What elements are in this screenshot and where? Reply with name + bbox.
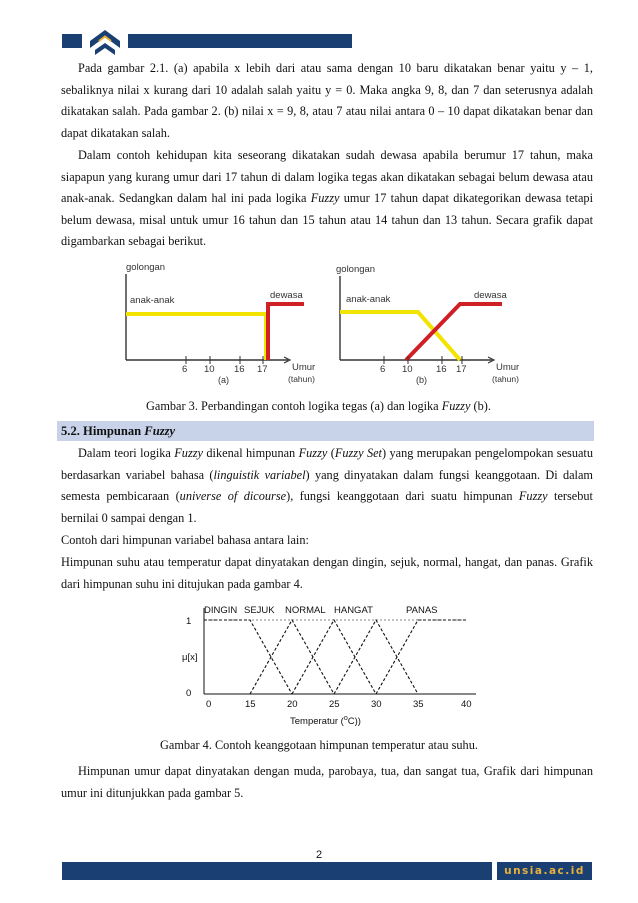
fig4-panas-line: [376, 620, 466, 694]
fig4-set-hangat: HANGAT: [334, 605, 373, 616]
fig3a-label-child: anak-anak: [130, 295, 175, 306]
paragraph-5: Himpunan suhu atau temperatur dapat dinyatakan dengan dingin, sejuk, normal, hangat, dan panas. Grafik dari himpunan suhu ini ditujukan pada gambar 4.: [61, 555, 593, 591]
fig4-set-sejuk: SEJUK: [244, 605, 275, 616]
fig3a-tag: (a): [218, 375, 229, 385]
fig3a-xlabel: Umur: [292, 362, 316, 373]
footer-site-link[interactable]: unsia.ac.id: [497, 862, 592, 880]
fig4-ytick-1: 1: [186, 616, 192, 627]
fig4-xtick-0: 0: [206, 699, 212, 710]
paragraph-4: Contoh dari himpunan variabel bahasa antara lain:: [61, 533, 309, 547]
fig4-set-normal: NORMAL: [285, 605, 326, 616]
footer-bar: [62, 862, 492, 880]
fig4-xtick-15: 15: [245, 699, 256, 710]
fig4-normal-line: [292, 620, 376, 694]
fig3a-tick-16: 16: [234, 364, 245, 375]
fig3b-xlabel-sub: (tahun): [492, 374, 519, 384]
fig4-xtick-25: 25: [329, 699, 340, 710]
paragraph-1: Pada gambar 2.1. (a) apabila x lebih dari atau sama dengan 10 baru dikatakan benar yaitu y – 1, sebaliknya nilai x kurang dari 10 adalah salah yaitu y = 0. Maka angka 9, 8, dan 7 dan seterusnya adalah dikatakan salah. Pada gambar 2. (b) nilai x = 9, 8, atau 7 atau nilai antara 0 – 10 dapat dikatakan benar dan dapat dikatakan salah.: [61, 61, 593, 140]
fig4-xtick-20: 20: [287, 699, 298, 710]
fig3b-tick-16: 16: [436, 364, 447, 375]
fig3b-xlabel: Umur: [496, 362, 520, 373]
fig4-set-panas: PANAS: [406, 605, 438, 616]
figure-4-temperature-chart: [172, 598, 482, 730]
header-bar-left: [62, 34, 82, 48]
fig4-dingin-line: [204, 620, 292, 694]
fig3b-label-adult: dewasa: [474, 290, 507, 301]
fig3a-tick-10: 10: [204, 364, 215, 375]
fig3a-ylabel: golongan: [126, 262, 166, 273]
fig4-ytick-0: 0: [186, 688, 192, 699]
fig3b-tag: (b): [416, 375, 427, 385]
fig3b-label-child: anak-anak: [346, 294, 391, 305]
figure-4-caption: Gambar 4. Contoh keanggotaan himpunan temperatur atau suhu.: [160, 738, 478, 752]
fig3a-label-adult: dewasa: [270, 290, 303, 301]
fig4-xlabel: Temperatur ($^o$C)): [290, 715, 361, 727]
fig3a-tick-6: 6: [182, 364, 188, 375]
figure-3-caption: Gambar 3. Perbandingan contoh logika tegas (a) dan logika Fuzzy (b).: [146, 399, 491, 413]
fig3b-ylabel: golongan: [336, 264, 376, 275]
page-number: 2: [315, 849, 323, 861]
header-bar-right: [128, 34, 352, 48]
fig3b-child-line: [340, 312, 460, 360]
fig3a-xlabel-sub: (tahun): [288, 374, 315, 384]
fig3a-tick-17: 17: [257, 364, 268, 375]
section-heading-5-2: 5.2. Himpunan Fuzzy: [57, 421, 594, 441]
paragraph-2: Dalam contoh kehidupan kita seseorang dikatakan sudah dewasa apabila berumur 17 tahun, maka siapapun yang kurang umur dari 17 tahun di dalam logika tegas akan dikatakan sebagai belum dewasa atau anak-anak. Sedangkan dalam hal ini pada logika Fuzzy umur 17 tahun dapat dikategorikan dewasa tetapi belum dewasa, misal untuk umur 16 tahun dan 15 tahun atau 14 tahun dan 13 tahun. Secara grafik dapat digambarkan sebagai berikut.: [61, 148, 593, 248]
fig4-xtick-30: 30: [371, 699, 382, 710]
fig4-ylabel: μ[x]: [182, 652, 198, 663]
fig3b-tick-6: 6: [380, 364, 386, 375]
paragraph-6: Himpunan umur dapat dinyatakan dengan muda, parobaya, tua, dan sangat tua, Grafik dari himpunan umur ini ditunjukkan pada gambar 5.: [61, 764, 593, 800]
fig4-hangat-line: [334, 620, 418, 694]
paragraph-3: Dalam teori logika Fuzzy dikenal himpunan Fuzzy (Fuzzy Set) yang merupakan pengelompokan sesuatu berdasarkan variabel bahasa (linguistik variabel) yang dinyatakan dalam fungsi keanggotaan. Di dalam semesta pembicaraan (universe of dicourse), fungsi keanggotaan dari suatu himpunan Fuzzy tersebut bernilai 0 sampai dengan 1.: [61, 446, 593, 525]
fig3b-tick-17: 17: [456, 364, 467, 375]
fig4-xtick-35: 35: [413, 699, 424, 710]
fig4-sejuk-line: [250, 620, 334, 694]
figure-3a-crisp-chart: [120, 258, 330, 390]
fig4-xtick-40: 40: [461, 699, 472, 710]
fig3b-tick-10: 10: [402, 364, 413, 375]
figure-3b-fuzzy-chart: [332, 258, 538, 390]
university-logo-icon: [86, 24, 124, 58]
fig4-set-dingin: DINGIN: [204, 605, 238, 616]
